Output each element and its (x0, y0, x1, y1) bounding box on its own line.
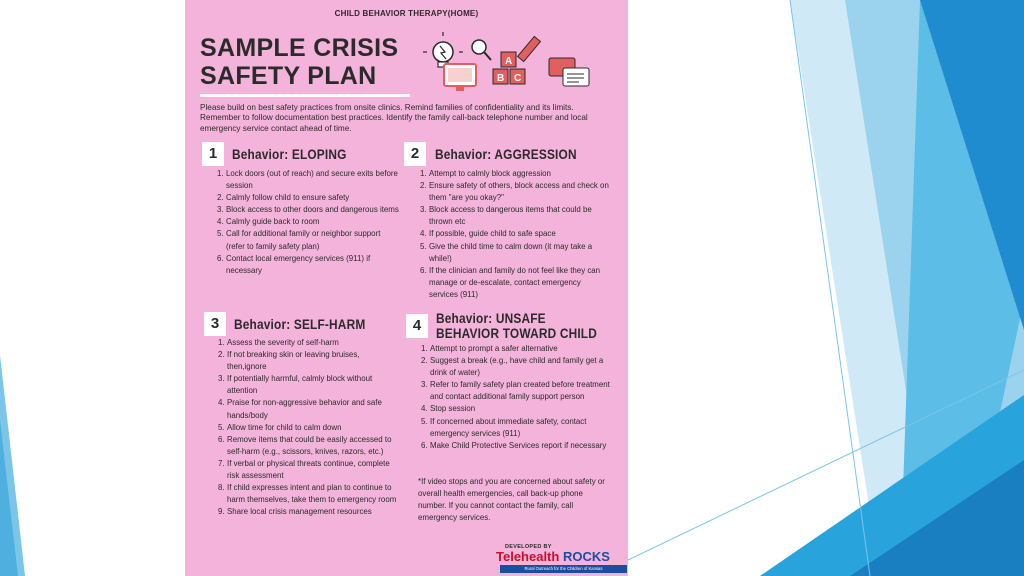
list-item: 2. Suggest a break (e.g., have child and family get a drink of water) (421, 356, 604, 378)
list-item: 1. Attempt to calmly block aggression (420, 169, 551, 178)
monitor-icon (444, 64, 476, 91)
list-item: 4. Calmly guide back to room (217, 217, 320, 227)
title-line-1: SAMPLE CRISIS (200, 34, 399, 62)
section-2-list (420, 168, 610, 301)
telehealth-rocks-logo (496, 550, 610, 564)
list-item: 5. If concerned about immediate safety, contact emergency services (911) (421, 416, 587, 438)
chat-bubble-icon (549, 58, 589, 86)
list-item: 6. Contact local emergency services (911) if necessary (217, 253, 371, 275)
lightbulb-icon (423, 32, 463, 67)
list-item: 5. Give the child time to calm down (it may take a while!) (420, 241, 593, 263)
list-item: 6. Make Child Protective Services report if necessary (421, 440, 607, 450)
brand-tagline: Rural Outreach for the Children of Kansas (500, 565, 627, 573)
list-item: 9. Share local crisis management resources (218, 507, 372, 517)
poster-title (200, 34, 398, 90)
title-line-2: SAFETY PLAN (200, 62, 377, 90)
section-1-number: 1 (202, 142, 224, 166)
list-item: 6. If the clinician and family do not feel like they can manage or de-escalate, contact emergency services (911) (420, 265, 601, 299)
list-item: 2. Ensure safety of others, block access and check on them "are you okay?" (420, 181, 609, 203)
list-item: 8. If child expresses intent and plan to continue to harm themselves, take them to emergency room (218, 483, 397, 505)
list-item: 5. Call for additional family or neighbor support (refer to family safety plan) (217, 229, 381, 251)
poster-kicker: CHILD BEHAVIOR THERAPY(HOME) (334, 9, 479, 18)
developed-by-label: DEVELOPED BY (505, 544, 552, 550)
brand-part-2: ROCKS (562, 549, 610, 564)
title-underline (200, 94, 410, 97)
list-item: 3. If potentially harmful, calmly block without attention (218, 374, 373, 396)
list-item: 4. If possible, guide child to safe space (420, 229, 556, 239)
list-item: 5. Allow time for child to calm down (218, 422, 342, 432)
pencil-icon (518, 36, 541, 61)
section-4-title-line-1: Behavior: UNSAFE (436, 311, 546, 326)
list-item: 3. Refer to family safety plan created before treatment and contact additional family support person (421, 380, 610, 402)
section-4-number: 4 (406, 314, 428, 338)
magnifier-icon (472, 40, 491, 60)
list-item: 4. Stop session (421, 404, 476, 414)
section-3-number: 3 (204, 312, 226, 336)
section-4-title (436, 311, 597, 341)
crisis-safety-plan-poster (185, 0, 628, 576)
section-4-list (421, 343, 611, 452)
list-item: 4. Praise for non-aggressive behavior and safe hands/body (218, 398, 382, 420)
decorative-icons (421, 32, 621, 102)
list-item: 2. If not breaking skin or leaving bruises, then,ignore (218, 350, 360, 372)
list-item: 2. Calmly follow child to ensure safety (217, 193, 350, 203)
section-2-title: Behavior: AGGRESSION (435, 147, 577, 162)
section-1-title: Behavior: ELOPING (232, 147, 347, 162)
svg-text:A: A (505, 56, 513, 67)
section-1-list (217, 168, 401, 277)
list-item: 1. Lock doors (out of reach) and secure exits before session (217, 169, 398, 191)
section-4-note: *If video stops and you are concerned about safety or overall health emergencies, call back-up phone number. If you cannot contact the family, call emergency services. (418, 477, 605, 523)
list-item: 1. Assess the severity of self-harm (218, 338, 339, 347)
list-item: 7. If verbal or physical threats continue, complete risk assessment (218, 458, 390, 481)
list-item: 6. Remove items that could be easily accessed to self-harm (e.g., scissors, knives, razors, etc.) (218, 434, 392, 456)
section-2-number: 2 (404, 142, 426, 166)
intro-paragraph: Please build on best safety practices from onsite clinics. Remind families of confidentiality and its limits. Remember to follow documentation best practices. Identify the family call-back telephone number and local emergency service contact ahead of time. (200, 103, 588, 133)
section-4-title-line-2: BEHAVIOR TOWARD CHILD (436, 326, 597, 341)
svg-text:C: C (514, 73, 522, 84)
svg-text:B: B (497, 73, 505, 84)
list-item: 1. Attempt to prompt a safer alternative (421, 344, 558, 353)
list-item: 3. Block access to dangerous items that could be thrown etc (420, 205, 592, 227)
list-item: 3. Block access to other doors and dangerous items (217, 205, 399, 215)
brand-part-1: Telehealth (496, 549, 563, 564)
section-3-list (218, 337, 400, 518)
section-3-title: Behavior: SELF-HARM (234, 317, 366, 332)
